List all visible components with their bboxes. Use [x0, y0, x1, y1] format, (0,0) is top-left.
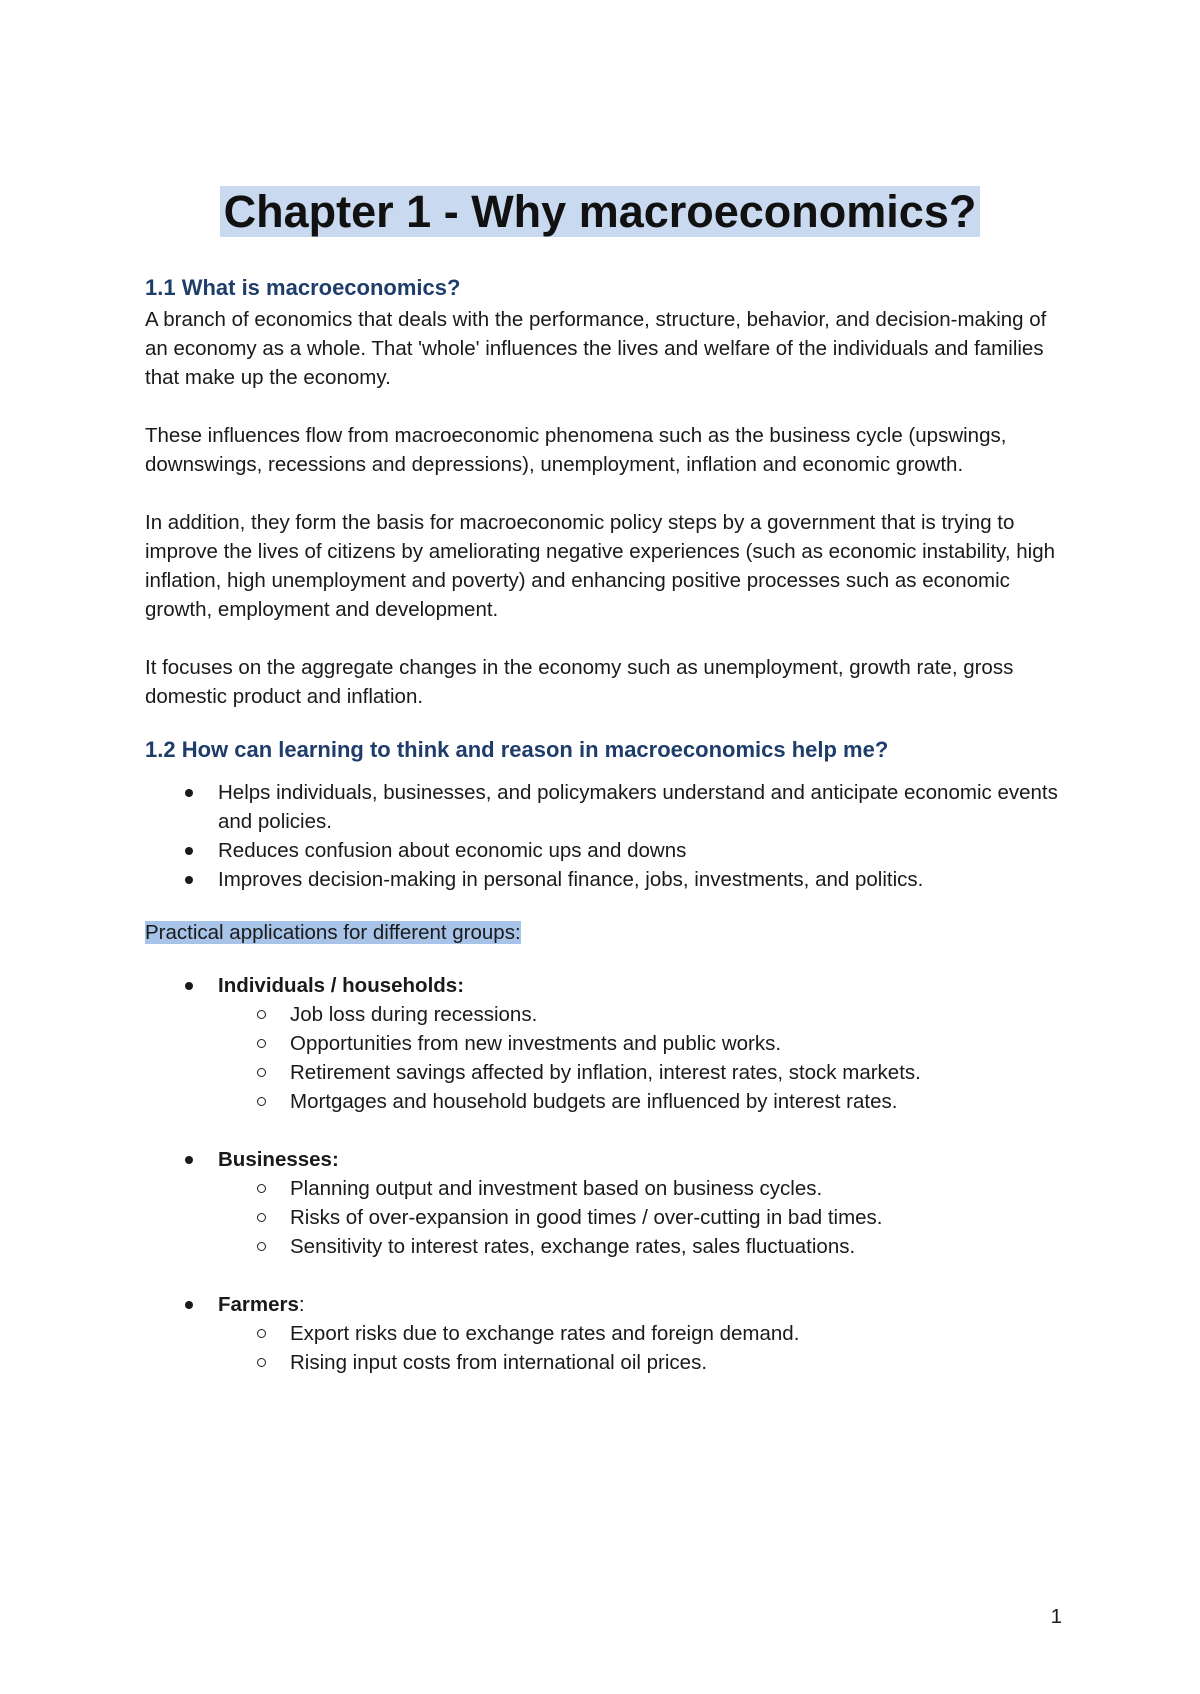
bullet-circle-icon — [257, 1097, 266, 1106]
sublist-item — [145, 1203, 1065, 1232]
bullet-circle-icon — [257, 1010, 266, 1019]
sublist-item — [145, 1319, 1065, 1348]
sublist-item — [145, 1348, 1065, 1377]
group-sublist — [218, 1174, 1065, 1261]
sublist-item — [145, 1232, 1065, 1261]
sublist-item-text: Job loss during recessions. — [290, 1003, 538, 1026]
bullet-circle-icon — [257, 1358, 266, 1367]
group-label-suffix: : — [298, 1293, 305, 1316]
groups-list — [145, 971, 1065, 1377]
bullet-dot-icon — [185, 847, 193, 855]
sublist-item-text: Planning output and investment based on business cycles. — [290, 1177, 823, 1200]
bullet-circle-icon — [257, 1242, 266, 1251]
bullet-circle-icon — [257, 1068, 266, 1077]
bullet-dot-icon — [185, 1301, 193, 1309]
group-sublist — [218, 1319, 1065, 1377]
paragraph-influences: These influences flow from macroeconomic phenomena such as the business cycle (upswings, downswings, recessions and depressions), unemployment, inflation and economic growth. — [145, 424, 1007, 476]
list-item-text: Improves decision-making in personal finance, jobs, investments, and politics. — [218, 868, 924, 891]
group-label: Businesses: — [218, 1148, 339, 1171]
group-individuals — [145, 971, 1065, 1116]
benefits-list — [145, 778, 1065, 894]
bullet-dot-icon — [185, 982, 193, 990]
sublist-item-text: Mortgages and household budgets are influenced by interest rates. — [290, 1090, 898, 1113]
sublist-item-text: Retirement savings affected by inflation, interest rates, stock markets. — [290, 1061, 921, 1084]
sublist-item-text: Sensitivity to interest rates, exchange rates, sales fluctuations. — [290, 1235, 856, 1258]
group-farmers — [145, 1290, 1065, 1377]
group-label — [218, 1290, 1065, 1319]
applications-label — [145, 918, 1065, 947]
paragraph-policy: In addition, they form the basis for macroeconomic policy steps by a government that is trying to improve the lives of citizens by ameliorating negative experiences (such as economic instability, high inflation, high unemployment and poverty) and enhancing positive processes such as economic growth, employment and development. — [145, 511, 1056, 621]
list-item — [145, 865, 1065, 894]
sublist-item-text: Rising input costs from international oil prices. — [290, 1351, 708, 1374]
bullet-dot-icon — [185, 789, 193, 797]
bullet-circle-icon — [257, 1213, 266, 1222]
section-heading-1-1: 1.1 What is macroeconomics? — [145, 275, 461, 300]
page-number: 1 — [1050, 1605, 1062, 1628]
sublist-item-text: Export risks due to exchange rates and foreign demand. — [290, 1322, 800, 1345]
bullet-circle-icon — [257, 1329, 266, 1338]
chapter-title-text: Chapter 1 - Why macroeconomics? — [220, 186, 981, 237]
group-businesses — [145, 1145, 1065, 1261]
paragraph-definition: A branch of economics that deals with the performance, structure, behavior, and decision-making of an economy as a whole. That 'whole' influences the lives and welfare of the individuals and families that make up the economy. — [145, 308, 1047, 389]
sublist-item — [145, 1058, 1065, 1087]
list-item — [145, 778, 1065, 836]
document-body — [145, 272, 1065, 1377]
chapter-title — [0, 182, 1200, 242]
bullet-dot-icon — [185, 876, 193, 884]
section-heading-1-2: 1.2 How can learning to think and reason in macroeconomics help me? — [145, 737, 889, 762]
group-label-text: Farmers — [218, 1293, 299, 1316]
paragraph-aggregate: It focuses on the aggregate changes in the economy such as unemployment, growth rate, gross domestic product and inflation. — [145, 656, 1014, 708]
sublist-item-text: Risks of over-expansion in good times / over-cutting in bad times. — [290, 1206, 883, 1229]
sublist-item — [145, 1000, 1065, 1029]
applications-label-text: Practical applications for different groups: — [145, 921, 521, 944]
list-item — [145, 836, 1065, 865]
bullet-dot-icon — [185, 1156, 193, 1164]
bullet-circle-icon — [257, 1184, 266, 1193]
sublist-item — [145, 1087, 1065, 1116]
list-item-text: Reduces confusion about economic ups and downs — [218, 839, 687, 862]
list-item-text: Helps individuals, businesses, and policymakers understand and anticipate economic events and policies. — [218, 781, 1058, 833]
sublist-item-text: Opportunities from new investments and public works. — [290, 1032, 782, 1055]
bullet-circle-icon — [257, 1039, 266, 1048]
sublist-item — [145, 1174, 1065, 1203]
group-label: Individuals / households: — [218, 974, 465, 997]
group-sublist — [218, 1000, 1065, 1116]
sublist-item — [145, 1029, 1065, 1058]
